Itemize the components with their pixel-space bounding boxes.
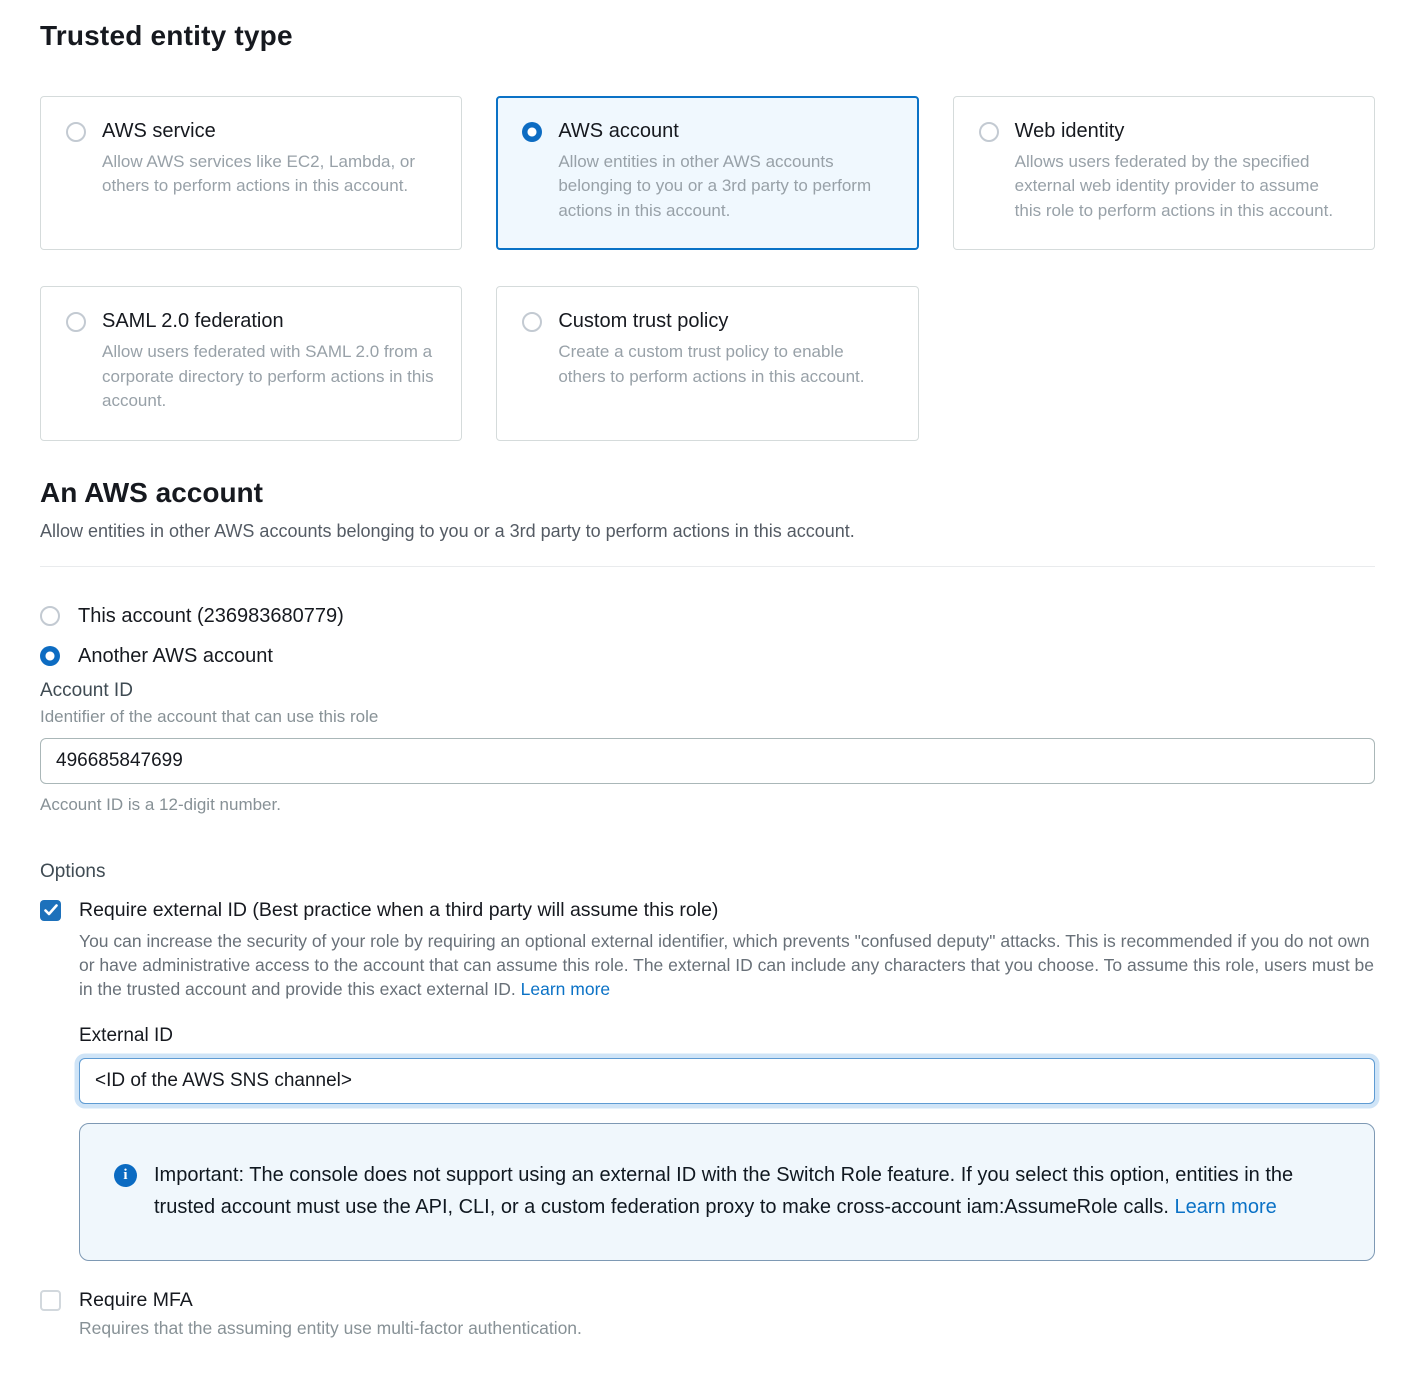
- radio-row-this-account[interactable]: [40, 605, 1375, 628]
- external-id-help: [79, 929, 1375, 1001]
- external-id-checkbox-label: Require external ID (Best practice when a third party will assume this role): [79, 898, 719, 921]
- external-id-info-alert: [79, 1123, 1375, 1261]
- alert-learn-more-link[interactable]: Learn more: [1174, 1196, 1277, 1219]
- card-head: [522, 120, 892, 143]
- radio-aws-account[interactable]: [522, 122, 542, 142]
- external-id-label: External ID: [79, 1025, 173, 1047]
- radio-label: This account (236983680779): [78, 604, 344, 627]
- section-heading: An AWS account: [40, 476, 263, 508]
- account-id-input[interactable]: [40, 738, 1375, 784]
- external-id-checkbox-row[interactable]: [40, 899, 1375, 922]
- learn-more-link[interactable]: Learn more: [520, 979, 611, 1000]
- card-custom-trust-policy[interactable]: [496, 286, 918, 440]
- external-id-input[interactable]: [79, 1058, 1375, 1104]
- trusted-entity-cards: [40, 96, 1375, 441]
- page-title: Trusted entity type: [40, 20, 293, 51]
- section-description: Allow entities in other AWS accounts belonging to you or a 3rd party to perform actions in this account.: [40, 520, 855, 541]
- card-head: [66, 310, 436, 333]
- divider: [40, 566, 1375, 567]
- card-head: [66, 120, 436, 143]
- external-id-checkbox[interactable]: [40, 900, 61, 921]
- card-title: Web identity: [1014, 120, 1125, 142]
- alert-message: Important: The console does not support using an external ID with the Switch Role feature. If you select this option, entities in the trusted account must use the API, CLI, or a custom federation proxy to make cross-account iam:AssumeRole calls.: [154, 1164, 1294, 1219]
- radio-web-identity[interactable]: [979, 122, 999, 142]
- external-id-block: [79, 1025, 1375, 1261]
- options-label: Options: [40, 860, 106, 882]
- account-id-label: Account ID: [40, 679, 133, 701]
- card-head: [522, 310, 892, 333]
- radio-custom-trust-policy[interactable]: [522, 312, 542, 332]
- card-description: Allow users federated with SAML 2.0 from a corporate directory to perform actions in this account.: [102, 342, 434, 411]
- radio-label: Another AWS account: [78, 644, 273, 667]
- alert-text: [154, 1159, 1344, 1223]
- card-title: AWS account: [558, 120, 679, 142]
- info-icon: i: [114, 1164, 137, 1187]
- card-description: Create a custom trust policy to enable others to perform actions in this account.: [558, 342, 865, 386]
- radio-this-account[interactable]: [40, 606, 60, 626]
- card-saml-federation[interactable]: [40, 286, 462, 440]
- radio-saml-federation[interactable]: [66, 312, 86, 332]
- trusted-entity-form: [40, 0, 1375, 1355]
- radio-row-another-account[interactable]: [40, 645, 1375, 668]
- check-icon: [44, 904, 58, 916]
- card-head: [979, 120, 1349, 143]
- card-description: Allows users federated by the specified external web identity provider to assume this role to perform actions in this account.: [1014, 152, 1334, 220]
- account-id-description: Identifier of the account that can use this role: [40, 706, 379, 726]
- mfa-block: [40, 1289, 1375, 1355]
- card-title: Custom trust policy: [558, 310, 729, 333]
- card-title: SAML 2.0 federation: [102, 310, 284, 333]
- external-id-help-text: You can increase the security of your role by requiring an optional external identifier, which prevents "confused deputy" attacks. This is recommended if you do not own or have administrative access to the account that can assume this role. The external ID can include any characters that you choose. To assume this role, users must be in the trusted account and provide this exact external ID.: [79, 930, 1375, 1000]
- mfa-help: Requires that the assuming entity use multi-factor authentication.: [79, 1318, 582, 1339]
- mfa-checkbox-row[interactable]: [40, 1289, 1375, 1312]
- card-description: Allow AWS services like EC2, Lambda, or others to perform actions in this account.: [102, 152, 416, 196]
- card-title: AWS service: [102, 120, 216, 142]
- radio-aws-service[interactable]: [66, 122, 86, 142]
- mfa-checkbox[interactable]: [40, 1290, 61, 1311]
- card-aws-service[interactable]: [40, 96, 462, 250]
- card-aws-account[interactable]: [496, 96, 918, 250]
- account-id-constraint: Account ID is a 12-digit number.: [40, 794, 281, 814]
- mfa-checkbox-label: Require MFA: [79, 1289, 193, 1312]
- radio-another-account[interactable]: [40, 646, 60, 666]
- card-web-identity[interactable]: [953, 96, 1375, 250]
- card-description: Allow entities in other AWS accounts belonging to you or a 3rd party to perform actions in this account.: [558, 152, 872, 220]
